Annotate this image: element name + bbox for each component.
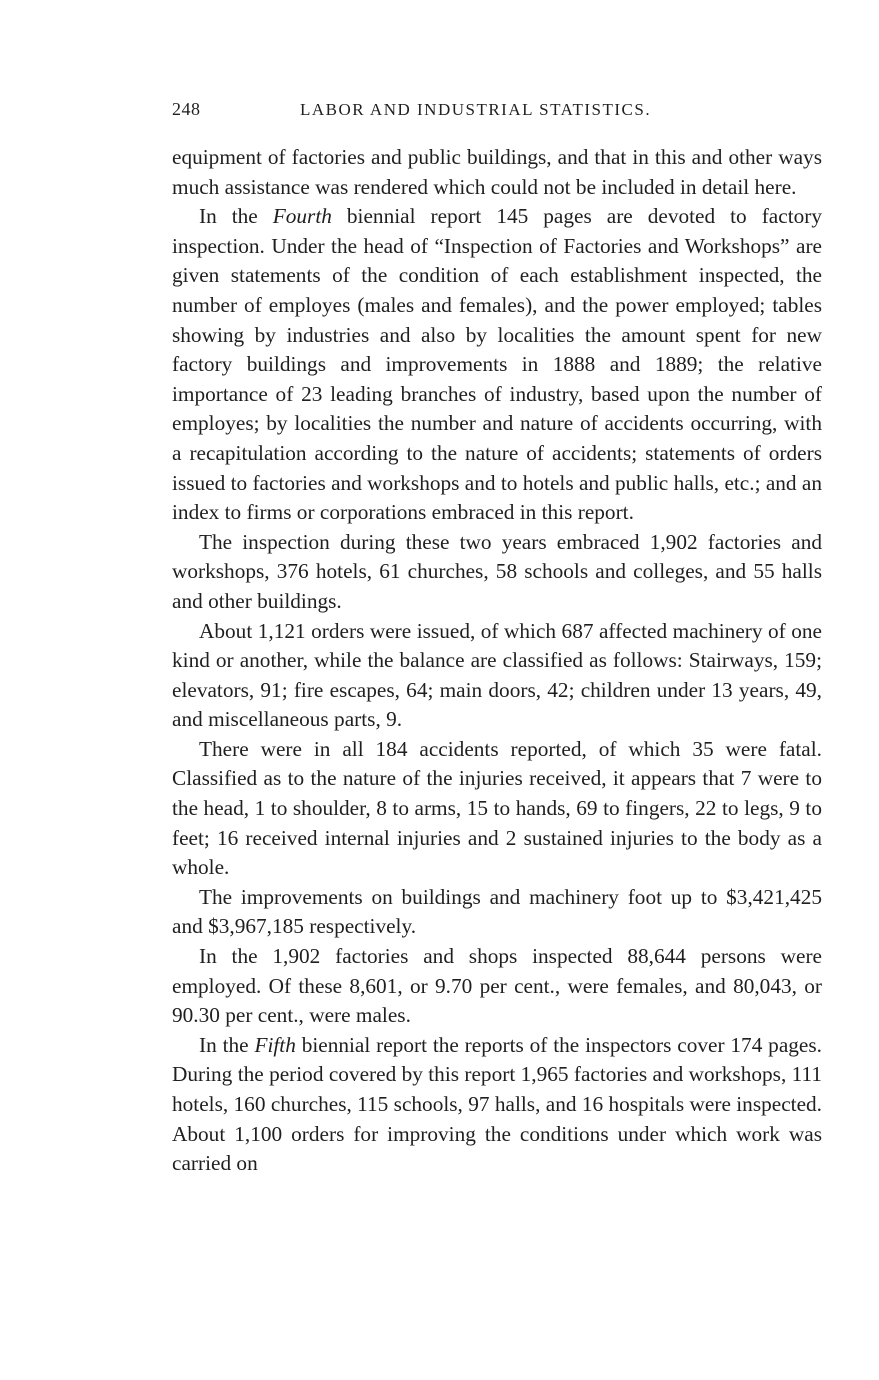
paragraph-continuation: equipment of factories and public buildings, and that in this and other ways much assistance was rendered which could not be included in detail here. <box>172 145 822 199</box>
page-number: 248 <box>172 99 201 119</box>
paragraph-improvements: The improvements on buildings and machinery foot up to $3,421,425 and $3,967,185 respectively. <box>172 884 822 939</box>
paragraph-accidents: There were in all 184 accidents reported, of which 35 were fatal. Classified as to the nature of the injuries received, it appears that 7 were to the head, 1 to shoulder, 8 to arms, 15 to hands, 69 to fingers, 22 to legs, 9 to feet; 16 received internal injuries and 2 sustained injuries to the body as a whole. <box>172 736 822 880</box>
italic-fourth: Fourth <box>272 204 332 229</box>
running-title: LABOR AND INDUSTRIAL STATISTICS. <box>300 100 652 119</box>
paragraph-employment: In the 1,902 factories and shops inspected 88,644 persons were employed. Of these 8,601, or 9.70 per cent., were females, and 80,043, or 90.30 per cent., were males. <box>172 944 822 1028</box>
paragraph-fifth-report: In the Fifth biennial report the reports of the inspectors cover 174 pages. During the period covered by this report 1,965 factories and workshops, 111 hotels, 160 churches, 115 schools, 97 halls, and 16 hospitals were inspected. About 1,100 orders for improving the conditions under which work was carried on <box>172 1032 822 1176</box>
paragraph-inspection-totals: The inspection during these two years embraced 1,902 factories and workshops, 376 hotels, 61 churches, 58 schools and colleges, and 55 halls and other buildings. <box>172 529 822 613</box>
paragraph-fourth-report: In the Fourth biennial report 145 pages are devoted to factory inspection. Under the head of “Inspection of Factories and Workshops” are given statements of the condition of each establishment inspected, the number of employes (males and females), and the power employed; tables showing by industries and also by localities the amount spent for new factory buildings and improvements in 1888 and 1889; the relative importance of 23 leading branches of industry, based upon the number of employes; by localities the number and nature of accidents occurring, with a recapitulation according to the nature of accidents; statements of orders issued to factories and workshops and to hotels and public halls, etc.; and an index to firms or corporations embraced in this report. <box>172 204 823 525</box>
paragraph-orders-issued: About 1,121 orders were issued, of which 687 affected machinery of one kind or another, while the balance are classified as follows: Stairways, 159; elevators, 91; fire escapes, 64; main doors, 42; children under 13 years, 49, and miscellaneous parts, 9. <box>172 618 822 732</box>
italic-fifth: Fifth <box>254 1032 296 1057</box>
body-text <box>172 143 822 1179</box>
